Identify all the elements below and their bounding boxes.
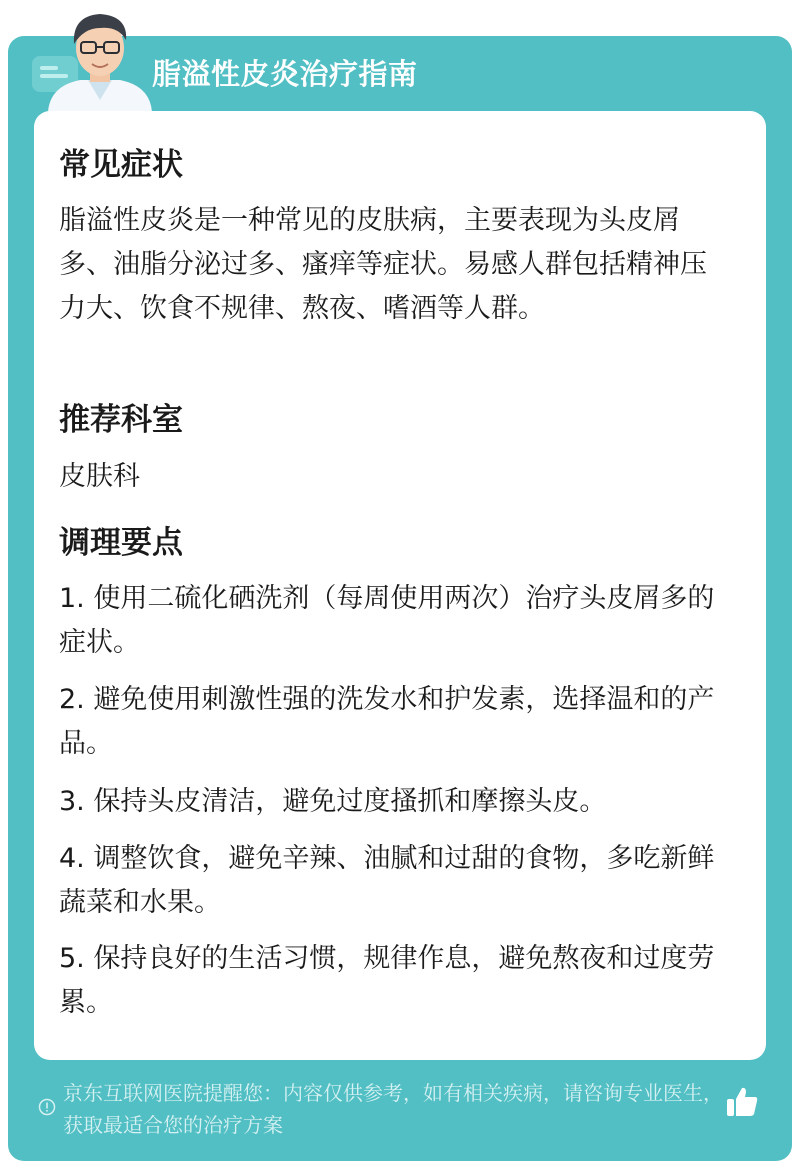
care-item: 5. 保持良好的生活习惯，规律作息，避免熬夜和过度劳累。 <box>59 943 715 1018</box>
department-text: 皮肤科 <box>59 461 140 492</box>
care-item: 3. 保持头皮清洁，避免过度搔抓和摩擦头皮。 <box>59 786 607 817</box>
footer-notice: 京东互联网医院提醒您：内容仅供参考，如有相关疾病，请咨询专业医生，获取最适合您的治疗方案 <box>63 1081 723 1137</box>
info-icon <box>38 1098 56 1116</box>
care-item: 2. 避免使用刺激性强的洗发水和护发素，选择温和的产品。 <box>59 684 715 759</box>
doctor-avatar <box>40 4 160 112</box>
symptoms-heading: 常见症状 <box>59 147 183 183</box>
symptoms-text: 脂溢性皮炎是一种常见的皮肤病，主要表现为头皮屑多、油脂分泌过多、瘙痒等症状。易感人群包括精神压力大、饮食不规律、熬夜、嗜酒等人群。 <box>59 205 707 324</box>
guide-content <box>34 111 766 1060</box>
care-item: 4. 调整饮食，避免辛辣、油腻和过甜的食物，多吃新鲜蔬菜和水果。 <box>59 843 715 918</box>
care-item: 1. 使用二硫化硒洗剂（每周使用两次）治疗头皮屑多的症状。 <box>59 583 715 658</box>
page-title: 脂溢性皮炎治疗指南 <box>152 57 418 91</box>
department-heading: 推荐科室 <box>59 402 183 438</box>
care-heading: 调理要点 <box>59 525 183 561</box>
thumbs-up-icon[interactable] <box>724 1084 760 1120</box>
